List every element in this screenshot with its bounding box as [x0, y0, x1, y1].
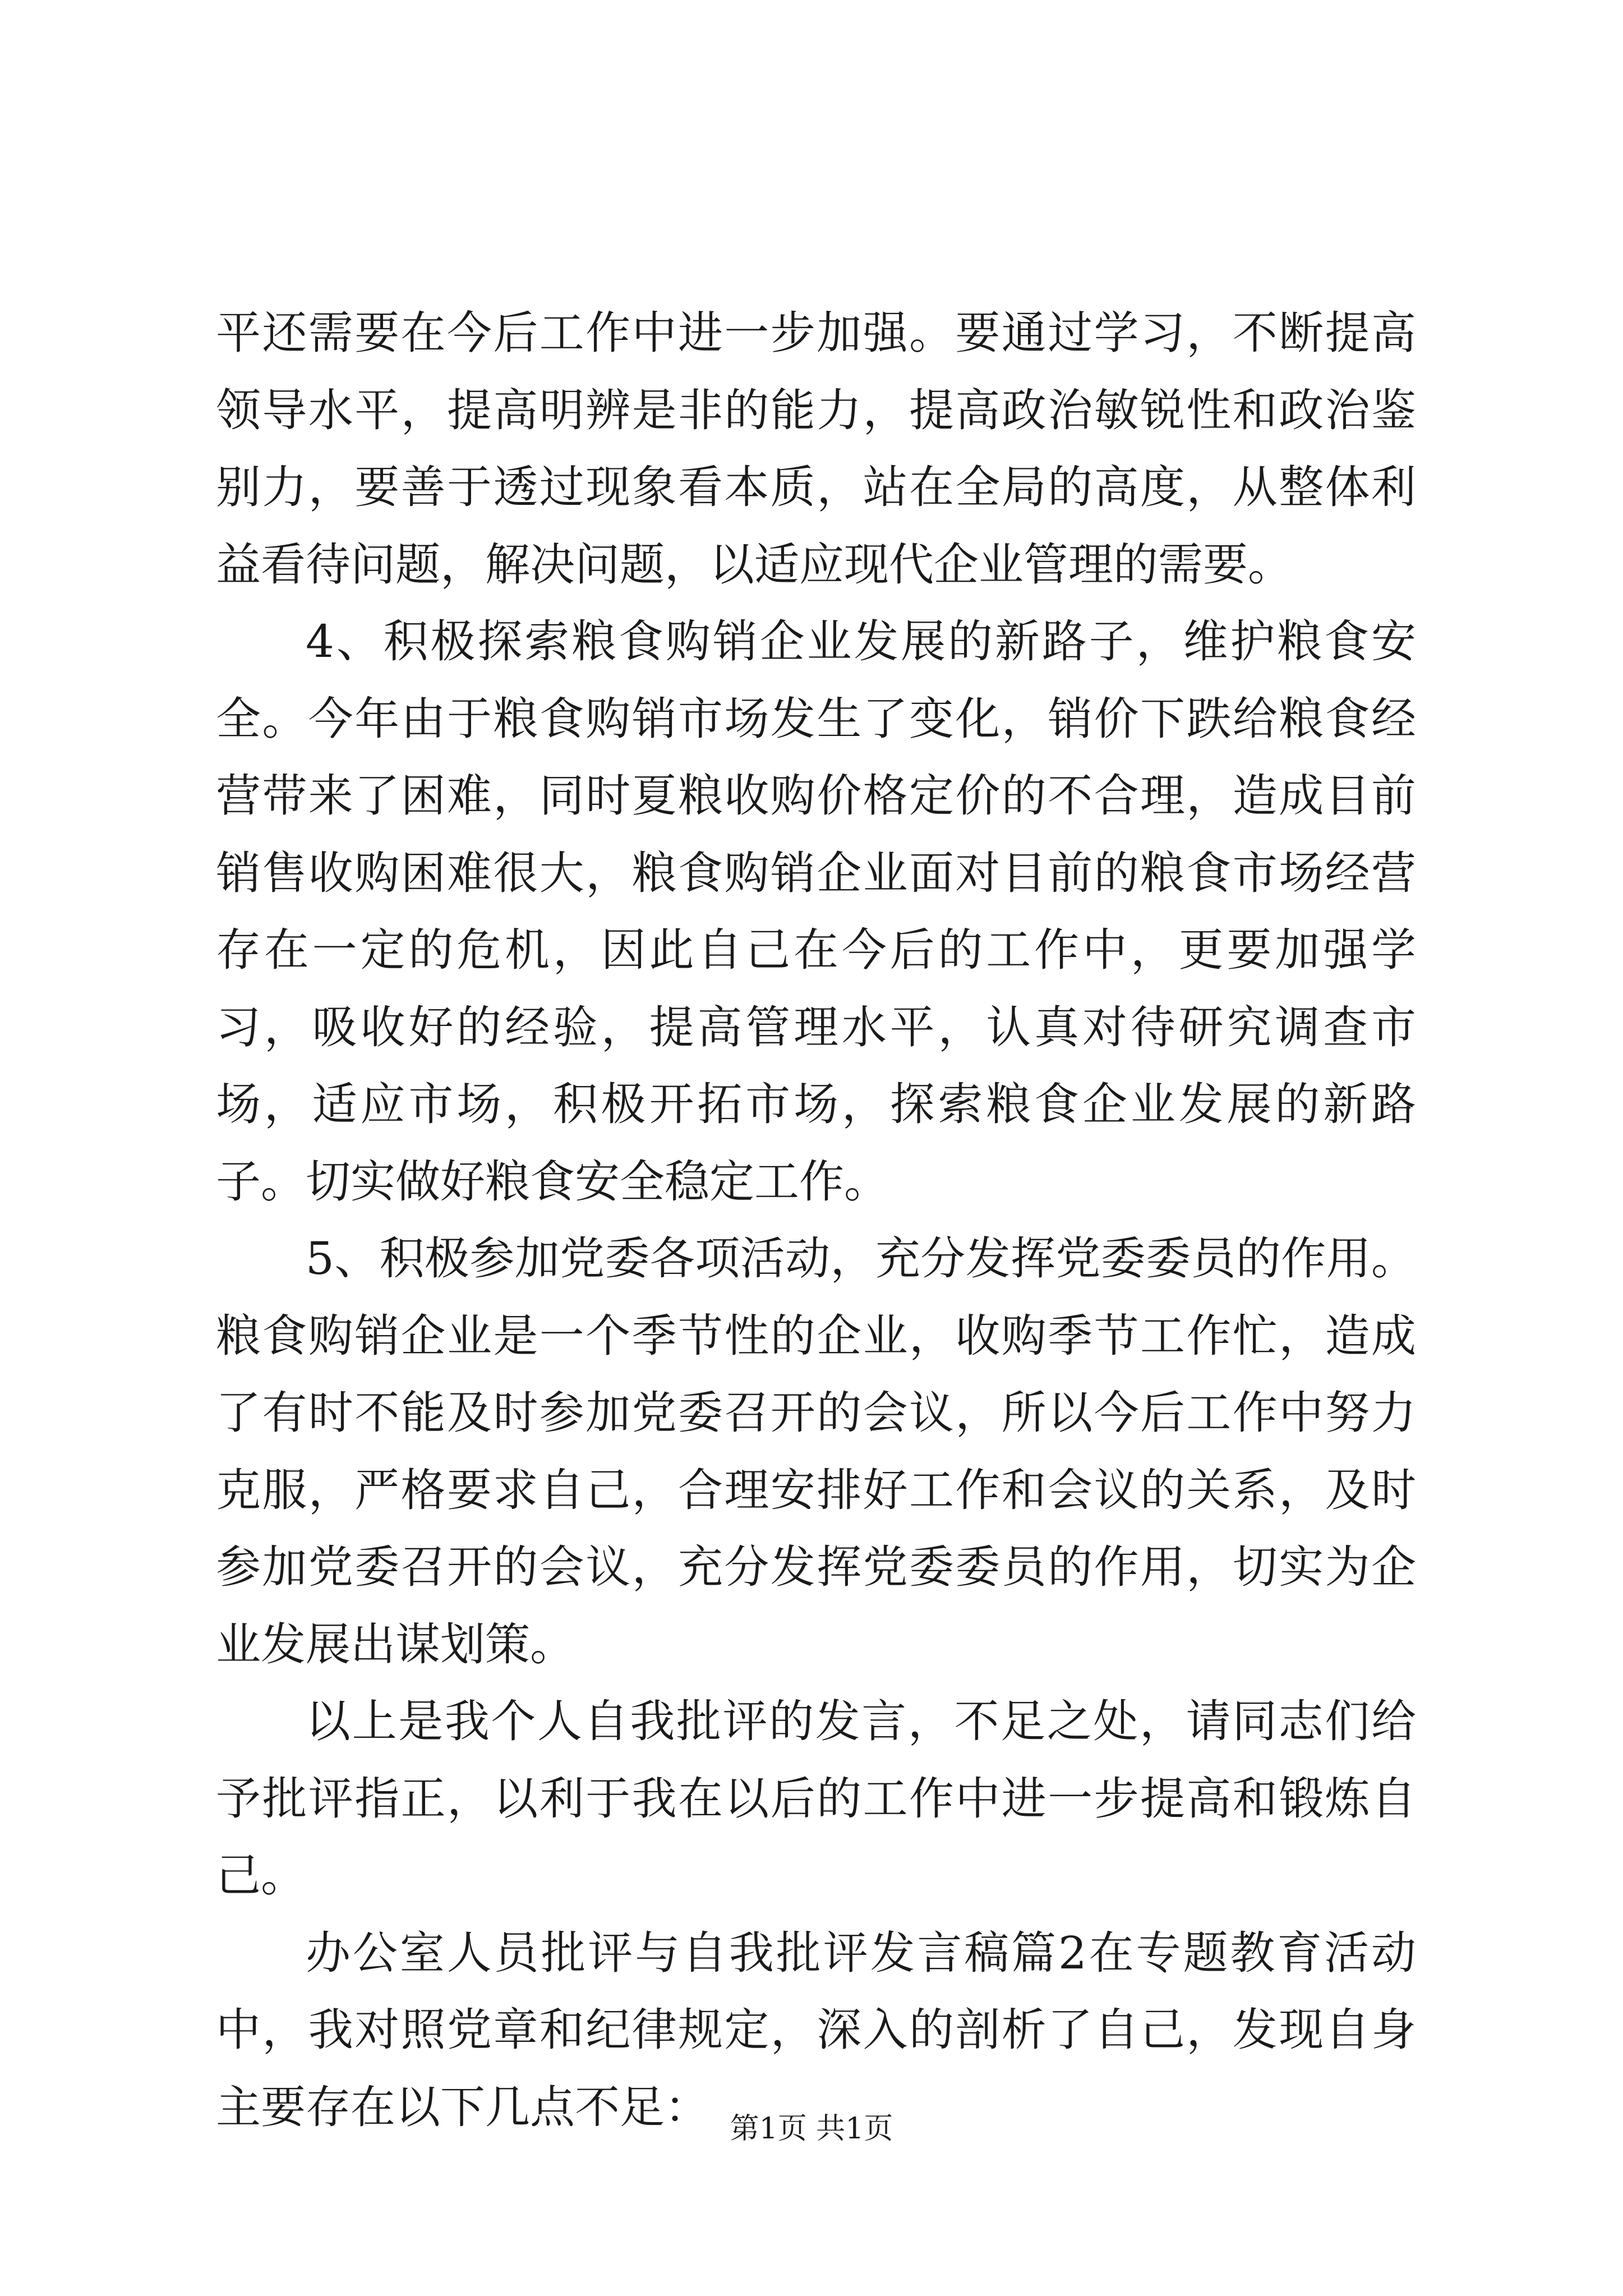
paragraph-5: 办公室人员批评与自我批评发言稿篇2在专题教育活动中，我对照党章和纪律规定，深入的剖析了自己，发现自身主要存在以下几点不足：: [216, 1926, 1416, 2133]
paragraph-3: 5、积极参加党委各项活动，充分发挥党委委员的作用。粮食购销企业是一个季节性的企业，收购季节工作忙，造成了有时不能及时参加党委召开的会议，所以今后工作中努力克服，严格要求自己，合理安排好工作和会议的关系，及时参加党委召开的会议，充分发挥党委委员的作用，切实为企业发展出谋划策。: [216, 1232, 1416, 1671]
paragraph-4: 以上是我个人自我批评的发言，不足之处，请同志们给予批评指正，以利于我在以后的工作中进一步提高和锻炼自己。: [216, 1695, 1416, 1902]
document-body: [216, 295, 1416, 2146]
paragraph-1: 平还需要在今后工作中进一步加强。要通过学习，不断提高领导水平，提高明辨是非的能力，提高政治敏锐性和政治鉴别力，要善于透过现象看本质，站在全局的高度，从整体利益看待问题，解决问题，以适应现代企业管理的需要。: [216, 307, 1416, 591]
paragraph-2: 4、积极探索粮食购销企业发展的新路子，维护粮食安全。今年由于粮食购销市场发生了变化，销价下跌给粮食经营带来了困难，同时夏粮收购价格定价的不合理，造成目前销售收购困难很大，粮食购销企业面对目前的粮食市场经营存在一定的危机，因此自己在今后的工作中，更要加强学习，吸收好的经验，提高管理水平，认真对待研究调查市场，适应市场，积极开拓市场，探索粮食企业发展的新路子。切实做好粮食安全稳定工作。: [216, 615, 1416, 1208]
page-footer: 第1页 共1页: [730, 2112, 893, 2146]
